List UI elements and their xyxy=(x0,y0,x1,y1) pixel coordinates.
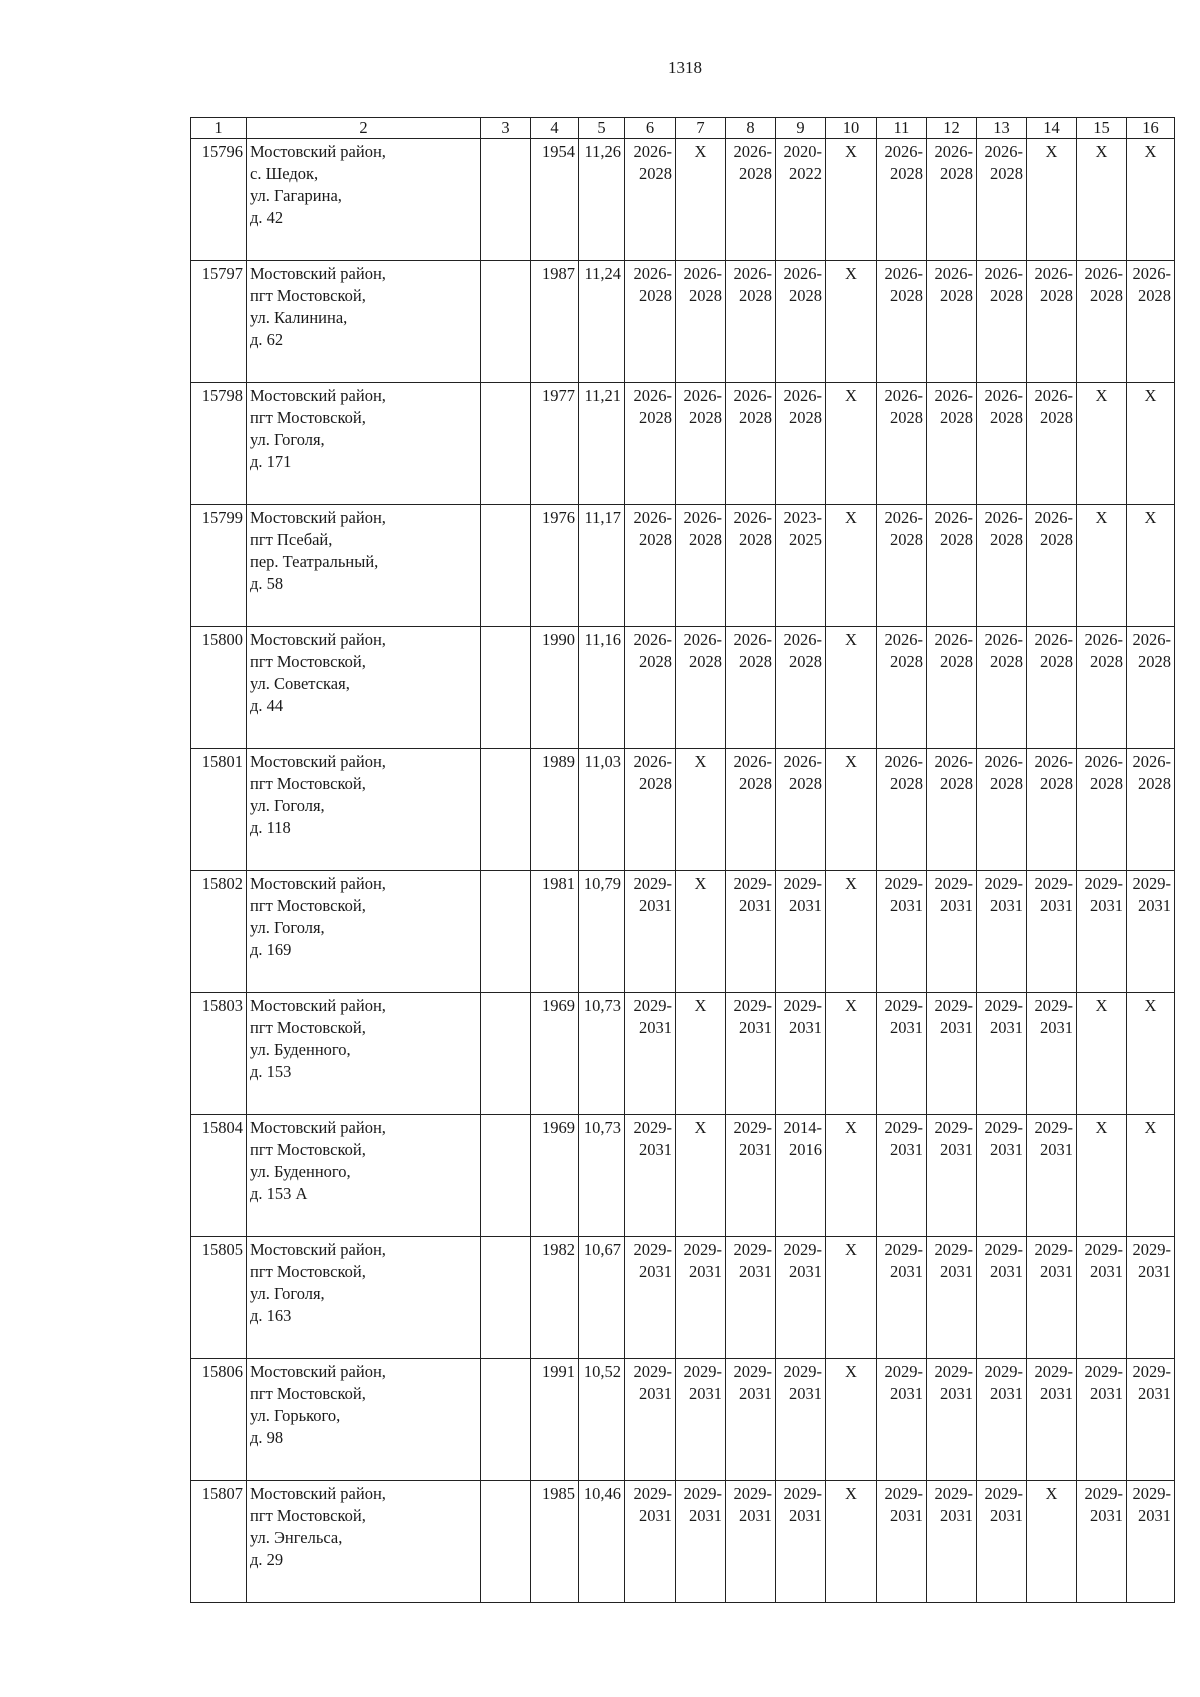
address-line: Мостовский район, xyxy=(250,1362,386,1381)
address-line: ул. Гагарина, xyxy=(250,186,342,205)
column-header-6: 6 xyxy=(625,118,676,139)
period-cell-col-9: 2029- 2031 xyxy=(776,1237,826,1359)
address-line: Мостовский район, xyxy=(250,1484,386,1503)
period-cell-col-13: 2029- 2031 xyxy=(977,1115,1027,1237)
column-header-1: 1 xyxy=(191,118,247,139)
period-cell-col-11: 2026- 2028 xyxy=(877,383,927,505)
period-cell-col-6: 2026- 2028 xyxy=(625,749,676,871)
address-line: ул. Гоголя, xyxy=(250,918,325,937)
address-line: пгт Мостовской, xyxy=(250,286,366,305)
period-cell-col-14: 2029- 2031 xyxy=(1027,1237,1077,1359)
column-3-cell xyxy=(481,1237,531,1359)
address-line: Мостовский район, xyxy=(250,996,386,1015)
address-cell xyxy=(247,505,481,627)
period-cell-col-13: 2029- 2031 xyxy=(977,1359,1027,1481)
row-number: 15805 xyxy=(191,1237,247,1359)
address-line: Мостовский район, xyxy=(250,264,386,283)
address-line: д. 62 xyxy=(250,330,284,349)
period-cell-col-8: 2029- 2031 xyxy=(726,871,776,993)
address-line: д. 58 xyxy=(250,574,284,593)
column-3-cell xyxy=(481,627,531,749)
value-cell: 10,46 xyxy=(579,1481,625,1603)
period-cell-col-8: 2026- 2028 xyxy=(726,139,776,261)
period-cell-col-12: 2029- 2031 xyxy=(927,1237,977,1359)
column-3-cell xyxy=(481,383,531,505)
period-cell-col-10: X xyxy=(826,261,877,383)
row-number: 15804 xyxy=(191,1115,247,1237)
address-cell xyxy=(247,383,481,505)
period-cell-col-16: 2029- 2031 xyxy=(1127,1237,1175,1359)
period-cell-col-10: X xyxy=(826,1237,877,1359)
period-cell-col-16: 2026- 2028 xyxy=(1127,627,1175,749)
address-line: Мостовский район, xyxy=(250,752,386,771)
period-cell-col-15: 2029- 2031 xyxy=(1077,1481,1127,1603)
value-cell: 11,21 xyxy=(579,383,625,505)
period-cell-col-6: 2026- 2028 xyxy=(625,505,676,627)
period-cell-col-9: 2014- 2016 xyxy=(776,1115,826,1237)
period-cell-col-12: 2029- 2031 xyxy=(927,993,977,1115)
address-line: ул. Советская, xyxy=(250,674,350,693)
period-cell-col-11: 2029- 2031 xyxy=(877,1237,927,1359)
period-cell-col-10: X xyxy=(826,1359,877,1481)
period-cell-col-16: 2026- 2028 xyxy=(1127,749,1175,871)
address-line: пер. Театральный, xyxy=(250,552,379,571)
address-cell xyxy=(247,1237,481,1359)
column-3-cell xyxy=(481,1359,531,1481)
address-line: Мостовский район, xyxy=(250,386,386,405)
address-cell xyxy=(247,261,481,383)
column-header-16: 16 xyxy=(1127,118,1175,139)
year-cell: 1990 xyxy=(531,627,579,749)
column-header-10: 10 xyxy=(826,118,877,139)
column-3-cell xyxy=(481,261,531,383)
period-cell-col-14: 2026- 2028 xyxy=(1027,383,1077,505)
period-cell-col-15: 2029- 2031 xyxy=(1077,1237,1127,1359)
period-cell-col-10: X xyxy=(826,993,877,1115)
row-number: 15798 xyxy=(191,383,247,505)
year-cell: 1977 xyxy=(531,383,579,505)
value-cell: 10,73 xyxy=(579,993,625,1115)
period-cell-col-9: 2026- 2028 xyxy=(776,261,826,383)
period-cell-col-12: 2029- 2031 xyxy=(927,1481,977,1603)
address-cell xyxy=(247,993,481,1115)
address-line: Мостовский район, xyxy=(250,1240,386,1259)
period-cell-col-10: X xyxy=(826,139,877,261)
period-cell-col-15: 2029- 2031 xyxy=(1077,871,1127,993)
address-line: пгт Мостовской, xyxy=(250,1140,366,1159)
period-cell-col-15: 2026- 2028 xyxy=(1077,627,1127,749)
period-cell-col-6: 2029- 2031 xyxy=(625,1359,676,1481)
year-cell: 1987 xyxy=(531,261,579,383)
period-cell-col-6: 2029- 2031 xyxy=(625,871,676,993)
period-cell-col-14: 2029- 2031 xyxy=(1027,871,1077,993)
period-cell-col-9: 2026- 2028 xyxy=(776,627,826,749)
value-cell: 10,73 xyxy=(579,1115,625,1237)
period-cell-col-10: X xyxy=(826,1115,877,1237)
address-cell xyxy=(247,1115,481,1237)
period-cell-col-13: 2026- 2028 xyxy=(977,749,1027,871)
address-cell xyxy=(247,139,481,261)
row-number: 15796 xyxy=(191,139,247,261)
period-cell-col-6: 2029- 2031 xyxy=(625,1237,676,1359)
address-line: д. 29 xyxy=(250,1550,284,1569)
period-cell-col-11: 2029- 2031 xyxy=(877,871,927,993)
address-line: пгт Мостовской, xyxy=(250,1506,366,1525)
address-line: д. 163 xyxy=(250,1306,292,1325)
period-cell-col-16: 2029- 2031 xyxy=(1127,1359,1175,1481)
address-line: Мостовский район, xyxy=(250,142,386,161)
period-cell-col-14: 2029- 2031 xyxy=(1027,1115,1077,1237)
period-cell-col-12: 2026- 2028 xyxy=(927,139,977,261)
address-cell xyxy=(247,1359,481,1481)
period-cell-col-10: X xyxy=(826,871,877,993)
period-cell-col-14: 2026- 2028 xyxy=(1027,749,1077,871)
table-row xyxy=(191,1481,1175,1603)
period-cell-col-9: 2029- 2031 xyxy=(776,1481,826,1603)
column-header-8: 8 xyxy=(726,118,776,139)
table-row xyxy=(191,383,1175,505)
address-line: пгт Псебай, xyxy=(250,530,333,549)
period-cell-col-10: X xyxy=(826,505,877,627)
period-cell-col-9: 2029- 2031 xyxy=(776,1359,826,1481)
column-3-cell xyxy=(481,505,531,627)
row-number: 15802 xyxy=(191,871,247,993)
period-cell-col-16: 2029- 2031 xyxy=(1127,871,1175,993)
period-cell-col-12: 2026- 2028 xyxy=(927,383,977,505)
address-line: пгт Мостовской, xyxy=(250,1262,366,1281)
period-cell-col-15: 2026- 2028 xyxy=(1077,261,1127,383)
column-header-5: 5 xyxy=(579,118,625,139)
period-cell-col-6: 2029- 2031 xyxy=(625,1115,676,1237)
period-cell-col-6: 2026- 2028 xyxy=(625,383,676,505)
address-line: д. 153 А xyxy=(250,1184,308,1203)
table-row xyxy=(191,261,1175,383)
period-cell-col-12: 2029- 2031 xyxy=(927,1359,977,1481)
period-cell-col-7: 2026- 2028 xyxy=(676,505,726,627)
value-cell: 10,79 xyxy=(579,871,625,993)
period-cell-col-14: X xyxy=(1027,139,1077,261)
period-cell-col-15: X xyxy=(1077,993,1127,1115)
row-number: 15799 xyxy=(191,505,247,627)
address-cell xyxy=(247,749,481,871)
column-header-2: 2 xyxy=(247,118,481,139)
row-number: 15800 xyxy=(191,627,247,749)
row-number: 15797 xyxy=(191,261,247,383)
period-cell-col-16: X xyxy=(1127,383,1175,505)
value-cell: 11,26 xyxy=(579,139,625,261)
address-line: пгт Мостовской, xyxy=(250,1018,366,1037)
period-cell-col-8: 2029- 2031 xyxy=(726,993,776,1115)
period-cell-col-6: 2029- 2031 xyxy=(625,993,676,1115)
data-table xyxy=(190,117,1175,1603)
table-row xyxy=(191,139,1175,261)
header-row xyxy=(191,118,1175,139)
period-cell-col-11: 2026- 2028 xyxy=(877,505,927,627)
period-cell-col-15: 2026- 2028 xyxy=(1077,749,1127,871)
period-cell-col-11: 2026- 2028 xyxy=(877,139,927,261)
period-cell-col-11: 2029- 2031 xyxy=(877,993,927,1115)
column-3-cell xyxy=(481,993,531,1115)
period-cell-col-12: 2026- 2028 xyxy=(927,627,977,749)
period-cell-col-6: 2026- 2028 xyxy=(625,261,676,383)
year-cell: 1989 xyxy=(531,749,579,871)
period-cell-col-16: X xyxy=(1127,993,1175,1115)
address-cell xyxy=(247,627,481,749)
period-cell-col-12: 2026- 2028 xyxy=(927,505,977,627)
period-cell-col-11: 2029- 2031 xyxy=(877,1359,927,1481)
column-header-3: 3 xyxy=(481,118,531,139)
address-line: д. 171 xyxy=(250,452,292,471)
period-cell-col-8: 2026- 2028 xyxy=(726,383,776,505)
address-line: с. Шедок, xyxy=(250,164,319,183)
table-row xyxy=(191,871,1175,993)
period-cell-col-6: 2026- 2028 xyxy=(625,627,676,749)
period-cell-col-11: 2029- 2031 xyxy=(877,1115,927,1237)
period-cell-col-6: 2029- 2031 xyxy=(625,1481,676,1603)
period-cell-col-7: 2026- 2028 xyxy=(676,383,726,505)
column-header-12: 12 xyxy=(927,118,977,139)
address-line: ул. Буденного, xyxy=(250,1162,351,1181)
column-3-cell xyxy=(481,1481,531,1603)
period-cell-col-8: 2026- 2028 xyxy=(726,627,776,749)
year-cell: 1985 xyxy=(531,1481,579,1603)
value-cell: 11,17 xyxy=(579,505,625,627)
period-cell-col-14: 2029- 2031 xyxy=(1027,993,1077,1115)
address-line: пгт Мостовской, xyxy=(250,1384,366,1403)
period-cell-col-13: 2029- 2031 xyxy=(977,871,1027,993)
period-cell-col-16: 2026- 2028 xyxy=(1127,261,1175,383)
period-cell-col-11: 2029- 2031 xyxy=(877,1481,927,1603)
address-line: Мостовский район, xyxy=(250,1118,386,1137)
period-cell-col-9: 2026- 2028 xyxy=(776,383,826,505)
table-row xyxy=(191,1115,1175,1237)
period-cell-col-7: 2029- 2031 xyxy=(676,1237,726,1359)
address-line: Мостовский район, xyxy=(250,874,386,893)
period-cell-col-13: 2026- 2028 xyxy=(977,627,1027,749)
period-cell-col-9: 2029- 2031 xyxy=(776,993,826,1115)
row-number: 15801 xyxy=(191,749,247,871)
period-cell-col-13: 2029- 2031 xyxy=(977,993,1027,1115)
period-cell-col-11: 2026- 2028 xyxy=(877,261,927,383)
period-cell-col-7: X xyxy=(676,1115,726,1237)
column-3-cell xyxy=(481,139,531,261)
period-cell-col-13: 2026- 2028 xyxy=(977,383,1027,505)
column-header-7: 7 xyxy=(676,118,726,139)
address-line: пгт Мостовской, xyxy=(250,896,366,915)
value-cell: 10,52 xyxy=(579,1359,625,1481)
period-cell-col-7: 2026- 2028 xyxy=(676,261,726,383)
column-header-11: 11 xyxy=(877,118,927,139)
period-cell-col-13: 2026- 2028 xyxy=(977,261,1027,383)
address-line: ул. Гоголя, xyxy=(250,430,325,449)
period-cell-col-12: 2026- 2028 xyxy=(927,749,977,871)
period-cell-col-15: X xyxy=(1077,505,1127,627)
period-cell-col-13: 2029- 2031 xyxy=(977,1237,1027,1359)
period-cell-col-15: X xyxy=(1077,139,1127,261)
year-cell: 1954 xyxy=(531,139,579,261)
column-header-13: 13 xyxy=(977,118,1027,139)
period-cell-col-10: X xyxy=(826,749,877,871)
row-number: 15807 xyxy=(191,1481,247,1603)
row-number: 15803 xyxy=(191,993,247,1115)
period-cell-col-10: X xyxy=(826,383,877,505)
year-cell: 1991 xyxy=(531,1359,579,1481)
value-cell: 10,67 xyxy=(579,1237,625,1359)
page-number: 1318 xyxy=(668,58,702,77)
year-cell: 1981 xyxy=(531,871,579,993)
period-cell-col-15: X xyxy=(1077,1115,1127,1237)
period-cell-col-7: X xyxy=(676,749,726,871)
address-line: д. 169 xyxy=(250,940,292,959)
period-cell-col-9: 2020- 2022 xyxy=(776,139,826,261)
period-cell-col-12: 2029- 2031 xyxy=(927,871,977,993)
address-line: ул. Энгельса, xyxy=(250,1528,343,1547)
period-cell-col-7: X xyxy=(676,871,726,993)
period-cell-col-11: 2026- 2028 xyxy=(877,627,927,749)
value-cell: 11,03 xyxy=(579,749,625,871)
period-cell-col-8: 2026- 2028 xyxy=(726,261,776,383)
period-cell-col-8: 2029- 2031 xyxy=(726,1237,776,1359)
address-line: д. 153 xyxy=(250,1062,292,1081)
value-cell: 11,16 xyxy=(579,627,625,749)
year-cell: 1976 xyxy=(531,505,579,627)
address-cell xyxy=(247,871,481,993)
period-cell-col-8: 2026- 2028 xyxy=(726,505,776,627)
table-row xyxy=(191,749,1175,871)
column-3-cell xyxy=(481,749,531,871)
period-cell-col-8: 2029- 2031 xyxy=(726,1115,776,1237)
column-header-9: 9 xyxy=(776,118,826,139)
period-cell-col-6: 2026- 2028 xyxy=(625,139,676,261)
address-line: Мостовский район, xyxy=(250,508,386,527)
address-cell xyxy=(247,1481,481,1603)
address-line: пгт Мостовской, xyxy=(250,774,366,793)
period-cell-col-10: X xyxy=(826,1481,877,1603)
year-cell: 1969 xyxy=(531,993,579,1115)
year-cell: 1982 xyxy=(531,1237,579,1359)
address-line: пгт Мостовской, xyxy=(250,652,366,671)
period-cell-col-7: X xyxy=(676,139,726,261)
value-cell: 11,24 xyxy=(579,261,625,383)
period-cell-col-9: 2023- 2025 xyxy=(776,505,826,627)
table-row xyxy=(191,1359,1175,1481)
period-cell-col-15: X xyxy=(1077,383,1127,505)
column-3-cell xyxy=(481,1115,531,1237)
table-row xyxy=(191,505,1175,627)
address-line: пгт Мостовской, xyxy=(250,408,366,427)
address-line: Мостовский район, xyxy=(250,630,386,649)
table-row xyxy=(191,627,1175,749)
period-cell-col-7: 2026- 2028 xyxy=(676,627,726,749)
column-header-14: 14 xyxy=(1027,118,1077,139)
period-cell-col-16: 2029- 2031 xyxy=(1127,1481,1175,1603)
period-cell-col-7: X xyxy=(676,993,726,1115)
period-cell-col-12: 2026- 2028 xyxy=(927,261,977,383)
address-line: ул. Гоголя, xyxy=(250,1284,325,1303)
period-cell-col-12: 2029- 2031 xyxy=(927,1115,977,1237)
row-number: 15806 xyxy=(191,1359,247,1481)
period-cell-col-14: 2026- 2028 xyxy=(1027,627,1077,749)
address-line: д. 98 xyxy=(250,1428,284,1447)
period-cell-col-14: 2026- 2028 xyxy=(1027,505,1077,627)
period-cell-col-14: 2029- 2031 xyxy=(1027,1359,1077,1481)
period-cell-col-13: 2026- 2028 xyxy=(977,139,1027,261)
period-cell-col-14: X xyxy=(1027,1481,1077,1603)
address-line: д. 118 xyxy=(250,818,291,837)
table-row xyxy=(191,993,1175,1115)
period-cell-col-8: 2029- 2031 xyxy=(726,1481,776,1603)
period-cell-col-8: 2026- 2028 xyxy=(726,749,776,871)
period-cell-col-9: 2026- 2028 xyxy=(776,749,826,871)
address-line: ул. Калинина, xyxy=(250,308,348,327)
period-cell-col-9: 2029- 2031 xyxy=(776,871,826,993)
period-cell-col-13: 2026- 2028 xyxy=(977,505,1027,627)
period-cell-col-8: 2029- 2031 xyxy=(726,1359,776,1481)
column-header-15: 15 xyxy=(1077,118,1127,139)
address-line: д. 42 xyxy=(250,208,284,227)
address-line: ул. Горького, xyxy=(250,1406,341,1425)
period-cell-col-15: 2029- 2031 xyxy=(1077,1359,1127,1481)
period-cell-col-7: 2029- 2031 xyxy=(676,1359,726,1481)
address-line: ул. Гоголя, xyxy=(250,796,325,815)
period-cell-col-14: 2026- 2028 xyxy=(1027,261,1077,383)
period-cell-col-11: 2026- 2028 xyxy=(877,749,927,871)
column-header-4: 4 xyxy=(531,118,579,139)
period-cell-col-16: X xyxy=(1127,1115,1175,1237)
period-cell-col-13: 2029- 2031 xyxy=(977,1481,1027,1603)
column-3-cell xyxy=(481,871,531,993)
address-line: ул. Буденного, xyxy=(250,1040,351,1059)
period-cell-col-16: X xyxy=(1127,505,1175,627)
table-row xyxy=(191,1237,1175,1359)
year-cell: 1969 xyxy=(531,1115,579,1237)
table-body xyxy=(191,118,1175,1603)
period-cell-col-7: 2029- 2031 xyxy=(676,1481,726,1603)
period-cell-col-10: X xyxy=(826,627,877,749)
address-line: д. 44 xyxy=(250,696,284,715)
period-cell-col-16: X xyxy=(1127,139,1175,261)
